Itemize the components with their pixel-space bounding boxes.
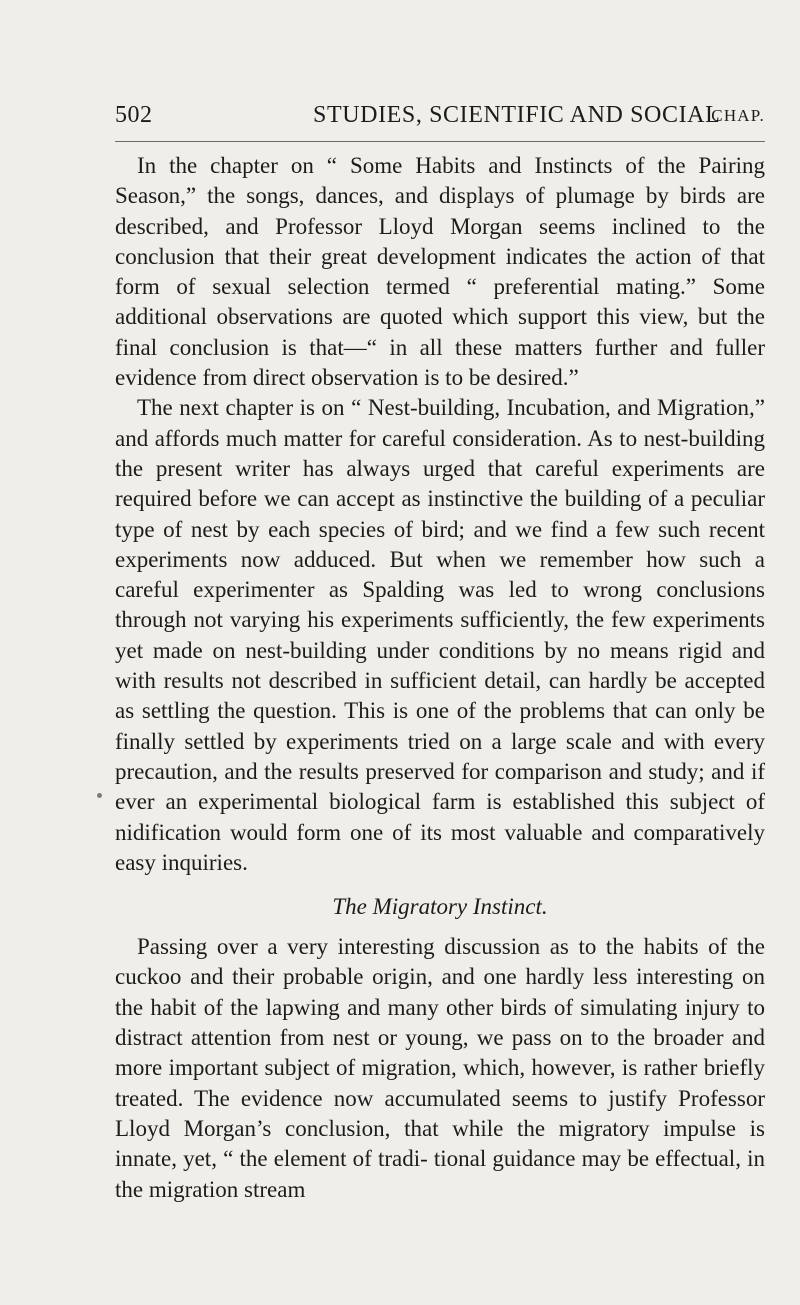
header-rule	[115, 141, 765, 142]
paragraph-pairing-season: In the chapter on “ Some Habits and Instincts of the Pairing Season,” the songs, dances, and displays of plumage by birds are described, and Professor Lloyd Morgan seems inclined to the conclusion that their great development indicates the action of that form of sexual selection termed “ preferential mating.” Some additional observations are quoted which support this view, but the final conclusion is that—“ in all these matters further and fuller evidence from direct observation is to be desired.”	[115, 153, 765, 391]
chapter-label: CHAP.	[711, 106, 765, 125]
body-text	[115, 151, 765, 1205]
paper-speck	[97, 793, 102, 798]
section-heading: The Migratory Instinct.	[332, 894, 548, 920]
paragraph-migration: Passing over a very interesting discussion as to the habits of the cuckoo and their probable origin, and one hardly less interesting on the habit of the lapwing and many other birds of simulating injury to distract attention from nest or young, we pass on to the broader and more important subject of migration, which, however, is rather briefly treated. The evidence now accumulated seems to justify Professor Lloyd Morgan’s conclusion, that while the migratory impulse is innate, yet, “ the element of tradi- tional guidance may be effectual, in the migration stream	[115, 934, 765, 1202]
paragraph-nest-building: The next chapter is on “ Nest-building, Incubation, and Migration,” and affords much matter for careful consideration. As to nest-building the present writer has always urged that careful experiments are required before we can accept as instinctive the building of a peculiar type of nest by each species of bird; and we find a few such recent experiments now adduced. But when we remember how such a careful experimenter as Spalding was led to wrong conclusions through not varying his experiments sufficiently, the few experiments yet made on nest-building under conditions by no means rigid and with results not described in sufficient detail, can hardly be accepted as settling the question. This is one of the problems that can only be finally settled by experiments tried on a large scale and with every precaution, and the results preserved for comparison and study; and if ever an experimental biological farm is established this subject of nidification would form one of its most valuable and comparatively easy inquiries.	[115, 395, 765, 875]
page-header	[115, 102, 765, 134]
running-title: STUDIES, SCIENTIFIC AND SOCIAL	[313, 102, 721, 128]
page-number: 502	[115, 102, 153, 128]
